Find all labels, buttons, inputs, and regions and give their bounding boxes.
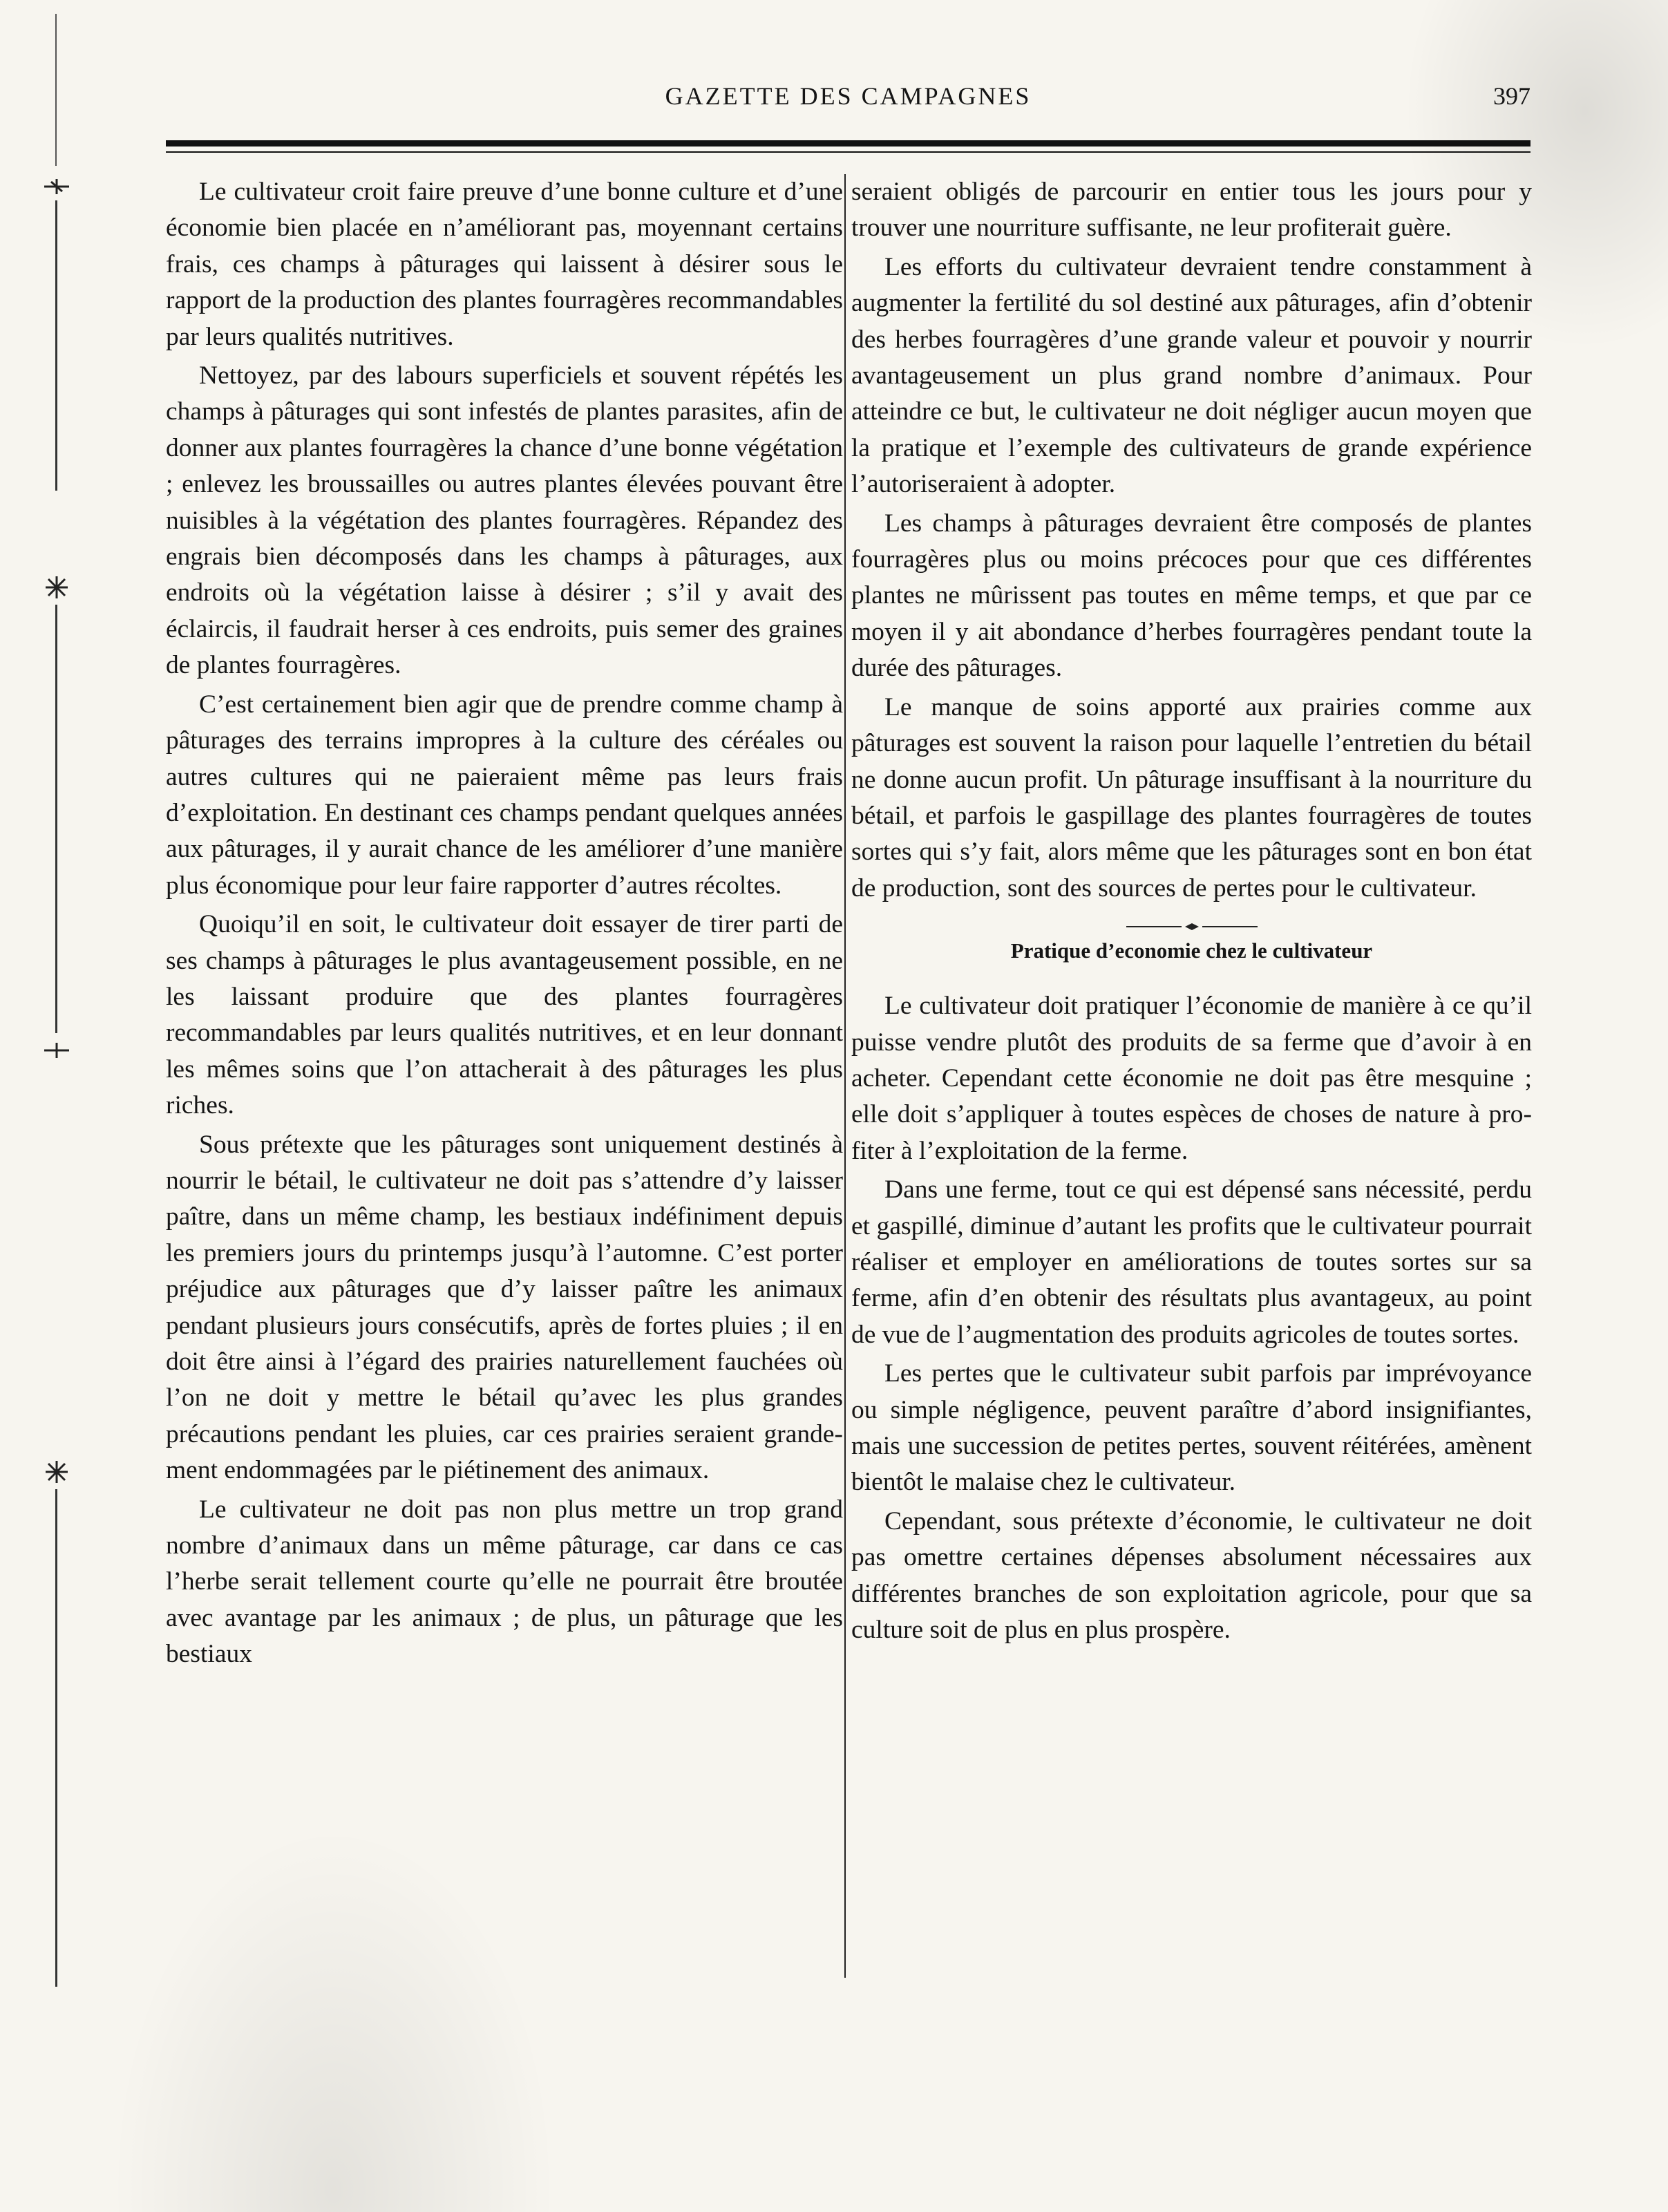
column-divider (844, 174, 846, 1978)
binding-stitch-mark (43, 574, 70, 601)
header-rule-thick (166, 140, 1530, 146)
binding-stitch-mark (43, 1458, 70, 1486)
left-column (166, 174, 843, 1676)
paragraph: C’est certainement bien agir que de prendre comme champ à pâturages des terrains impropres à la culture des céréales ou autres cultures qui ne paieraient même pas leurs frais d’exploitation. En destinant ces champs pendant quelques années aux pâturages, il y aurait chance de les améliorer d’une manière plus économique pour leur faire rapporter d’autres récoltes. (166, 690, 843, 900)
page-number: 397 (1493, 82, 1530, 110)
binding-stitch-mark (43, 1040, 70, 1061)
paragraph: Dans une ferme, tout ce qui est dépensé sans nécessité, perdu et gaspillé, diminue d’autant les profits que le cultivateur pourrait réaliser et employer en améliorations de toutes sortes sur sa ferme, afin d’en obtenir des résultats plus avantageux, au point de vue de l’augmentation des produits agricoles de toutes sortes. (851, 1175, 1532, 1349)
section-heading: Pratique d’economie chez le cultivateur (1010, 938, 1373, 963)
publication-title: GAZETTE DES CAMPAGNES (665, 82, 1032, 110)
binding-stitch-mark (43, 176, 70, 197)
page-header (166, 82, 1530, 123)
paragraph-continuation: seraient obligés de parcourir en entier tous les jours pour y trouver une nourriture suffisante, ne leur profiterait guère. (851, 178, 1532, 243)
paragraph: Le cultivateur ne doit pas non plus mettre un trop grand nombre d’animaux dans un même pâturage, car dans ce cas l’herbe serait tellement courte qu’elle ne pourrait être broutée avec avantage par les animaux ; de plus, un pâturage que les bestiaux (166, 1495, 843, 1669)
binding-line (55, 200, 57, 491)
paragraph: Nettoyez, par des labours superficiels et souvent répétés les champs à pâturages qui sont infestés de plantes parasites, afin de donner aux plantes fourragères la chance d’une bonne végétation ; enlevez les broussailles ou autres plantes élevées pouvant être nuisibles à la végétation des plantes fourragères. Répandez des engrais bien décomposés dans les champs à pâturages, aux endroits où la végétation laisse à désirer ; s’il y avait des éclaircis, il faudrait herser à ces endroits, puis semer des graines de plantes fourragères. (166, 361, 843, 680)
paragraph: Quoiqu’il en soit, le cultivateur doit essayer de tirer parti de ses champs à pâturages le plus avantageusement possible, en ne les laissant produire que des plantes fourragères recommandables par leurs qualités nutritives, et en leur donnant les mêmes soins que l’on attacherait à des pâturages les plus riches. (166, 910, 843, 1120)
paragraph: Les pertes que le cultivateur subit parfois par imprévoyance ou simple négligence, peuvent paraître d’abord insignifiantes, mais une succession de petites pertes, souvent réitérées, amènent bientôt le malaise chez le cultivateur. (851, 1359, 1532, 1497)
paragraph: Cependant, sous prétexte d’économie, le cultivateur ne doit pas omettre certaines dépenses absolument nécessaires aux différentes branches de son exploitation agricole, pour que sa culture soit de plus en plus prospère. (851, 1506, 1532, 1645)
paragraph: Le cultivateur doit pratiquer l’économie de manière à ce qu’il puisse vendre plutôt des produits de sa ferme que d’avoir à en acheter. Cependant cette économie ne doit pas être mesquine ; elle doit s’appliquer à toutes espèces de choses de nature à profiter à l’exploitation de la ferme. (851, 992, 1532, 1165)
right-column (851, 174, 1532, 1651)
header-rule-thin (166, 151, 1530, 153)
paragraph: Le manque de soins apporté aux prairies comme aux pâturages est souvent la raison pour laquelle l’entretien du bétail ne donne aucun profit. Un pâturage insuffisant à la nourriture du bétail, et parfois le gaspillage des plantes fourragères de toutes sortes qui s’y fait, alors même que les pâturages sont en bon état de production, sont des sources de pertes pour le cultivateur. (851, 692, 1532, 902)
section-heading-block (851, 923, 1532, 967)
binding-line (55, 14, 57, 166)
binding-line (55, 1489, 57, 1987)
paragraph: Les champs à pâturages devraient être composés de plantes fourragères plus ou moins précoces pour que ces différentes plantes ne mûrissent pas toutes en même temps, et que par ce moyen il y ait abondance d’herbes fourragères pendant toute la durée des pâturages. (851, 509, 1532, 683)
paragraph: Sous prétexte que les pâturages sont uniquement destinés à nourrir le bétail, le cultivateur ne doit pas s’attendre d’y laisser paître, dans un même champ, les bestiaux indéfiniment depuis les premiers jours du printemps jusqu’à l’automne. C’est porter préjudice aux pâturages que d’y laisser paître les animaux pendant plusieurs jours consécutifs, après de fortes pluies ; il en doit être ainsi à l’égard des prairies naturellement fauchées où l’on ne doit y mettre le bétail qu’avec les plus grandes précautions pendant les pluies, car ces prairies seraient grandement endommagées par le piétinement des animaux. (166, 1130, 843, 1485)
binding-line (55, 605, 57, 1033)
paragraph: Les efforts du cultivateur devraient tendre constamment à augmenter la fertilité du sol destiné aux pâturages, afin d’obtenir des herbes fourragères d’une grande valeur et pouvoir y nourrir avantageusement un plus grand nombre d’animaux. Pour atteindre ce but, le cultivateur ne doit négliger aucun moyen que la pratique et l’exemple des cultivateurs de grande expérience l’autoriseraient à adopter. (851, 252, 1532, 499)
paragraph: Le cultivateur croit faire preuve d’une bonne culture et d’une économie bien placée en n’améliorant pas, moyennant certains frais, ces champs à pâturages qui laissent à désirer sous le rapport de la production des plantes fourragères recommandables par leurs qualités nutritives. (166, 178, 843, 351)
ornament-rule-icon (1126, 923, 1258, 930)
